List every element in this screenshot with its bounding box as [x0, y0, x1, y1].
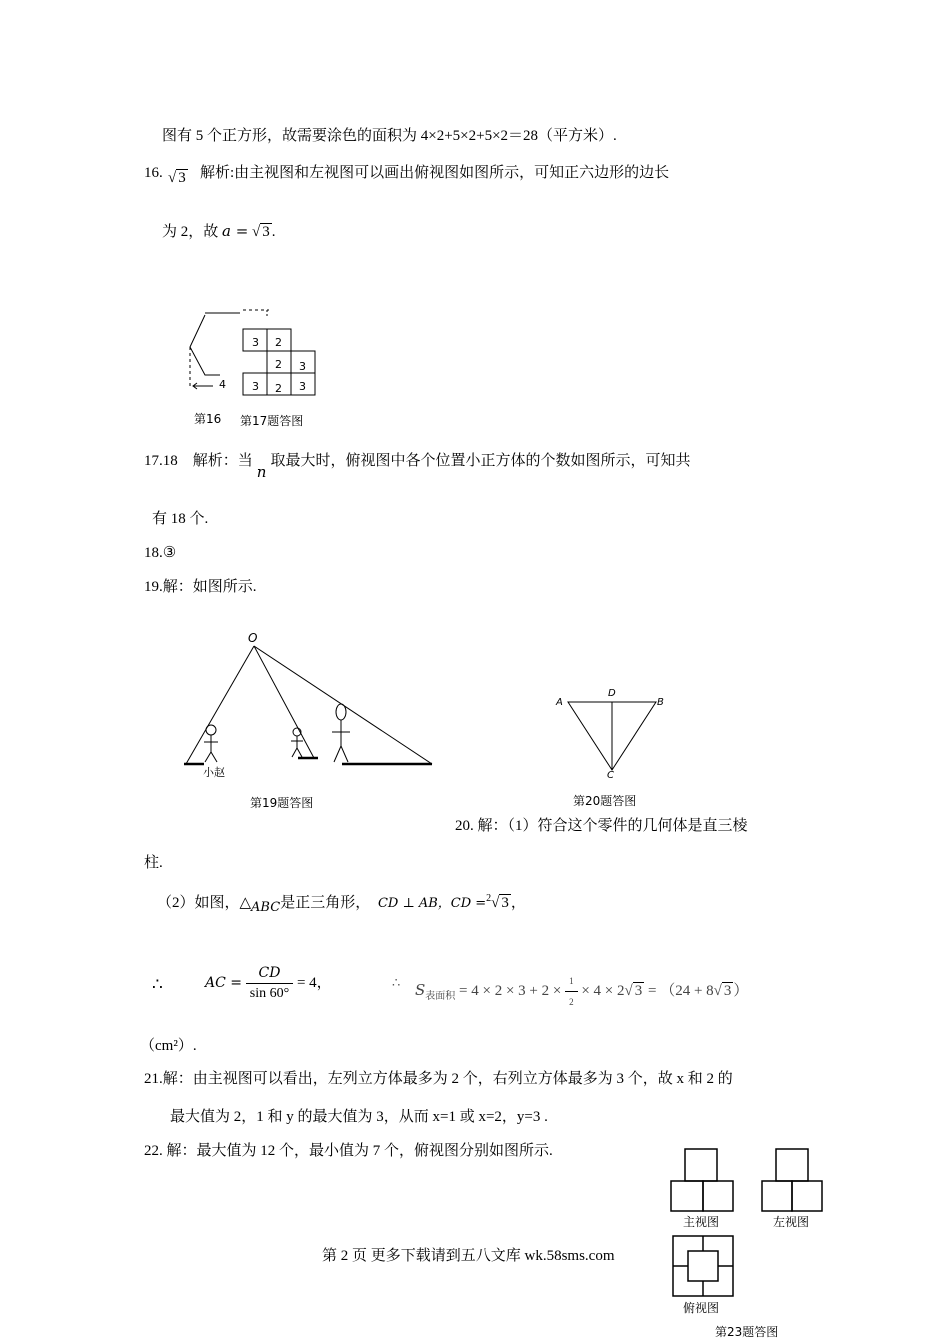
- answer-21: 21.解：由主视图可以看出，左列立方体最多为 2 个，右列立方体最多为 3 个，故 x 和 2 的: [144, 1071, 733, 1087]
- point-a-label: A: [556, 697, 563, 708]
- answer-16-value: √ 3: [168, 170, 186, 186]
- cell-value: 3: [299, 380, 306, 393]
- answer-16-text: 解析:由主视图和左视图可以画出俯视图如图所示，可知正六边形的边长: [200, 165, 670, 181]
- figure-19-caption: 第19题答图: [250, 796, 314, 810]
- unit-cm2: （cm²）.: [140, 1038, 197, 1054]
- answer-20-part1: 20. 解：（1）符合这个零件的几何体是直三棱: [455, 818, 748, 834]
- figure-19-diagram: [180, 630, 440, 775]
- therefore-symbol: ∴: [152, 975, 163, 994]
- page-footer: 第 2 页 更多下载请到五八文库 wk.58sms.com: [322, 1248, 615, 1264]
- person-label: 小赵: [203, 766, 225, 779]
- ac-formula: AC = $\frac{CD}{\sin 60^\circ}$ = 4，: [205, 965, 332, 1001]
- figure-17-caption: 第17题答图: [240, 414, 304, 428]
- answer-17-text: 17.18 解析：当n取最大时，俯视图中各个位置小正方体的个数如图所示，可知共: [144, 453, 691, 481]
- front-view-label: 主视图: [683, 1215, 720, 1229]
- cell-value: 2: [275, 358, 282, 371]
- figure-23-diagram: [668, 1146, 828, 1316]
- cell-value: 3: [252, 336, 259, 349]
- therefore-symbol-2: ∴: [392, 975, 401, 990]
- answer-19: 19.解：如图所示.: [144, 579, 257, 595]
- surface-area-formula: $S_{表面积} = 4 \times 2 \times 3 + 2$ × $\frac{1}{2}$ × 4 × 2√ 3 = （24 + 8√ 3 ）: [415, 971, 748, 1012]
- answer-21-continued: 最大值为 2，1 和 y 的最大值为 3，从而 x=1 或 x=2，y=3 .: [170, 1109, 548, 1125]
- figure-20-caption: 第20题答图: [573, 794, 637, 808]
- answer-22: 22. 解：最大值为 12 个，最小值为 7 个，俯视图分别如图所示.: [144, 1143, 553, 1159]
- point-b-label: B: [657, 697, 664, 708]
- arrow-label: 4: [219, 378, 226, 391]
- answer-20-continued: 柱.: [144, 855, 163, 871]
- left-view-label: 左视图: [773, 1215, 810, 1229]
- figure-23-caption: 第23题答图: [715, 1325, 779, 1339]
- cell-value: 2: [275, 336, 282, 349]
- cell-value: 2: [275, 382, 282, 395]
- point-c-label: C: [607, 770, 614, 781]
- cell-value: 3: [252, 380, 259, 393]
- top-view-label: 俯视图: [683, 1301, 720, 1315]
- answer-15-continued: 图有 5 个正方形，故需要涂色的面积为 4×2+5×2+5×2＝28（平方米）.: [162, 128, 617, 144]
- figure-16-caption: 第16: [194, 412, 222, 426]
- cell-value: 3: [299, 360, 306, 373]
- answer-20-part2: （2）如图，△ABC是正三角形， CD ⊥ AB，CD =$^2$√ 3 ，: [157, 893, 526, 915]
- point-d-label: D: [608, 688, 616, 699]
- answer-16-continued: 为 2，故 a = √ 3 .: [162, 222, 276, 240]
- answer-17-continued: 有 18 个.: [152, 511, 209, 527]
- answer-16-number: 16.: [144, 165, 163, 181]
- answer-18: 18.③: [144, 545, 177, 561]
- point-o-label: O: [248, 631, 258, 645]
